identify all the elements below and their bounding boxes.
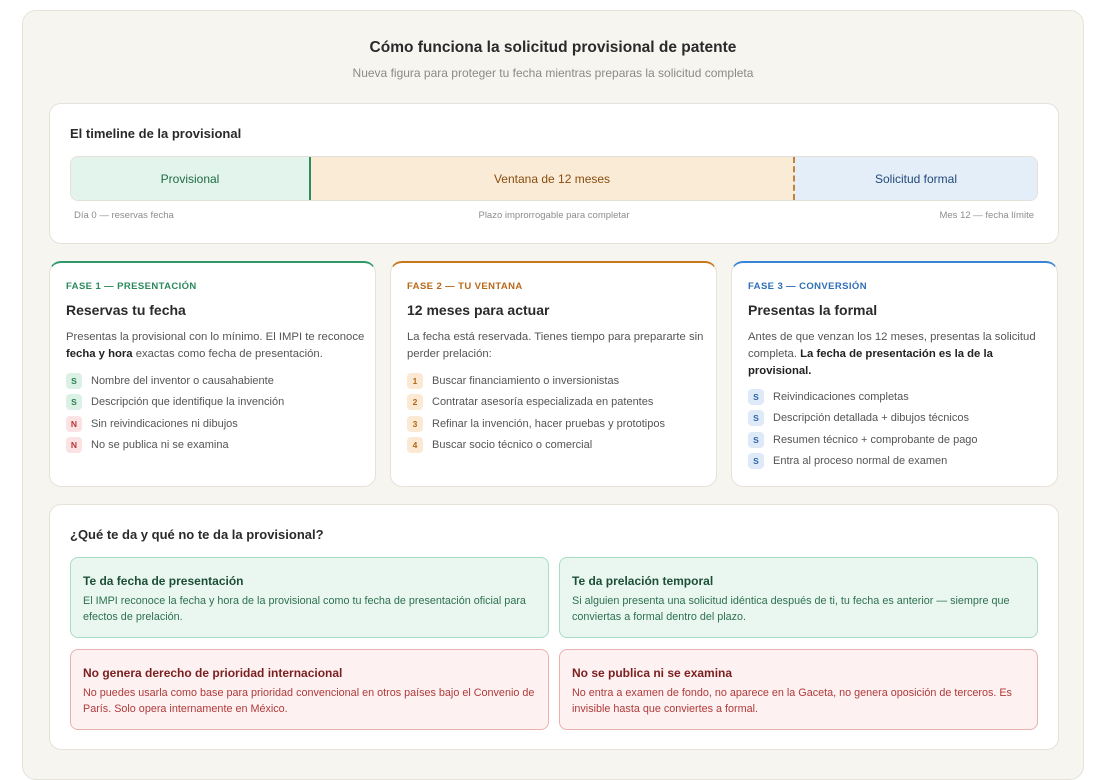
phase-card-2 (390, 261, 717, 487)
list-item: 4 Buscar socio técnico o comercial (407, 435, 707, 457)
yes-badge: S (748, 432, 764, 448)
no-badge: N (66, 416, 82, 432)
yes-badge: S (66, 394, 82, 410)
timeline-foot-right: Mes 12 — fecha límite (939, 210, 1034, 221)
limitation-box-international: No genera derecho de prioridad internacional No puedes usarla como base para prioridad convencional en otros países bajo el Convenio de París. Solo opera internamente en México. (70, 649, 549, 730)
list-item: N No se publica ni se examina (66, 435, 366, 457)
limitation-box-unpublished: No se publica ni se examina No entra a examen de fondo, no aparece en la Gaceta, no genera oposición de terceros. Es invisible hasta que conviertes a formal. (559, 649, 1038, 730)
timeline-foot-left: Día 0 — reservas fecha (74, 210, 174, 221)
page-title: Cómo funciona la solicitud provisional de patente (369, 39, 737, 56)
page-container (22, 10, 1084, 780)
list-item: 3 Refinar la invención, hacer pruebas y prototipos (407, 413, 707, 435)
phase-label: FASE 1 — PRESENTACIÓN (66, 281, 197, 292)
list-item: S Entra al proceso normal de examen (748, 451, 1048, 473)
timeline-card (49, 103, 1059, 244)
benefits-limitations-card (49, 504, 1059, 750)
step-number-badge: 3 (407, 416, 423, 432)
timeline-segment-formal: Solicitud formal (795, 157, 1037, 200)
benefits-heading: ¿Qué te da y qué no te da la provisional? (70, 527, 324, 542)
phase-description: Presentas la provisional con lo mínimo. El IMPI te reconoce fecha y hora exactas como fecha de presentación. (66, 331, 365, 360)
list-item: 2 Contratar asesoría especializada en patentes (407, 392, 707, 414)
timeline-bar (70, 156, 1038, 201)
list-item: S Reivindicaciones completas (748, 386, 1048, 408)
phase-card-1 (49, 261, 376, 487)
step-number-badge: 2 (407, 394, 423, 410)
phase-title: Reservas tu fecha (66, 302, 186, 318)
timeline-segment-provisional: Provisional (71, 157, 311, 200)
phase-description: Antes de que venzan los 12 meses, presentas la solicitud completa. La fecha de presentación es la de la provisional. (748, 331, 1036, 377)
phase-description: La fecha está reservada. Tienes tiempo para prepararte sin perder prelación: (407, 331, 704, 360)
phase-requirements-list (748, 386, 1048, 472)
phase-title: Presentas la formal (748, 302, 878, 318)
yes-badge: S (748, 453, 764, 469)
timeline-heading: El timeline de la provisional (70, 126, 242, 141)
phase-requirements-list (66, 370, 366, 456)
step-number-badge: 4 (407, 437, 423, 453)
phase-card-3 (731, 261, 1058, 487)
no-badge: N (66, 437, 82, 453)
benefit-box-priority: Te da prelación temporal Si alguien presenta una solicitud idéntica después de ti, tu fecha es anterior — siempre que conviertas a formal dentro del plazo. (559, 557, 1038, 638)
list-item: 1 Buscar financiamiento o inversionistas (407, 370, 707, 392)
list-item: S Descripción que identifique la invención (66, 392, 366, 414)
yes-badge: S (66, 373, 82, 389)
list-item: S Nombre del inventor o causahabiente (66, 370, 366, 392)
phase-label: FASE 3 — CONVERSIÓN (748, 281, 867, 292)
page-subtitle: Nueva figura para proteger tu fecha mientras preparas la solicitud completa (352, 66, 754, 80)
phase-steps-list (407, 370, 707, 456)
timeline-segment-window: Ventana de 12 meses (311, 157, 795, 200)
benefit-box-filing-date: Te da fecha de presentación El IMPI reconoce la fecha y hora de la provisional como tu fecha de presentación oficial para efectos de prelación. (70, 557, 549, 638)
list-item: N Sin reivindicaciones ni dibujos (66, 413, 366, 435)
phase-label: FASE 2 — TU VENTANA (407, 281, 523, 292)
step-number-badge: 1 (407, 373, 423, 389)
yes-badge: S (748, 389, 764, 405)
timeline-foot-center: Plazo improrrogable para completar (478, 210, 630, 221)
phase-title: 12 meses para actuar (407, 302, 550, 318)
list-item: S Resumen técnico + comprobante de pago (748, 429, 1048, 451)
yes-badge: S (748, 410, 764, 426)
list-item: S Descripción detallada + dibujos técnicos (748, 408, 1048, 430)
